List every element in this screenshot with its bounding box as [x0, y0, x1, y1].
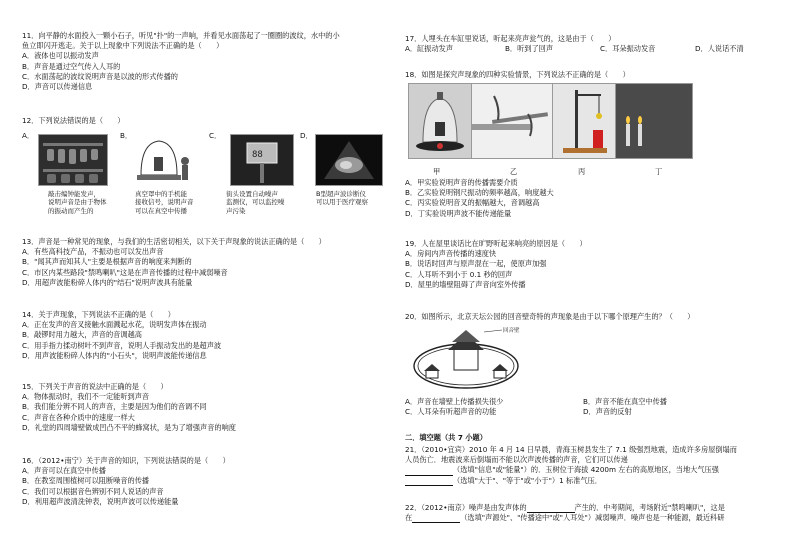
question-17: [405, 34, 744, 54]
q14-option-b: B．敲锣时用力越大，声音的音调越高: [22, 330, 142, 340]
question-15: [22, 382, 236, 433]
tuning-fork-ball-image: [553, 84, 615, 158]
q11-stem-line1: 11．向平静的水面投入一颗小石子，听见"扑"的一声响，并看见水面荡起了一圈圈的波纹，水中的小: [22, 31, 340, 40]
q22-line2-a: 在: [405, 513, 413, 523]
q21-blank-1[interactable]: [405, 468, 453, 476]
q15-option-b: B．我们能分辨不同人的声音，主要是因为他们的音调不同: [22, 402, 207, 412]
question-14: [22, 310, 221, 361]
q19-option-b: B．说话时回声与原声混在一起，使原声加强: [405, 259, 547, 269]
q12-option-a-label: A．: [22, 131, 35, 140]
q18-label-bing: 丙: [578, 167, 586, 176]
q16-option-d: D．利用超声波清洗钟表，说明声波可以传递能量: [22, 496, 179, 506]
q15-option-a: A．物体振动时，我们不一定能听到声音: [22, 392, 150, 402]
q20-echo-wall-figure: [408, 326, 530, 392]
q15-option-d: D．礼堂的四周墙壁做成凹凸不平的蜂窝状，是为了增强声音的响度: [22, 422, 236, 432]
q21-line4: （选填"大于"、"等于"或"小于"）1 标准气压．: [453, 475, 602, 485]
q20-option-d: D．声音的反射: [583, 407, 632, 417]
q17-option-c: C．耳朵振动发音: [600, 44, 656, 54]
q11-stem-line2: 鱼立即闪开逃走。关于以上现象中下列说法不正确的是（ ）: [22, 41, 224, 51]
q13-option-b: B．"闻其声而知其人"主要是根据声音的响度来判断的: [22, 257, 192, 267]
temple-of-heaven-echo-wall-image: [408, 326, 530, 392]
q18-label-yi: 乙: [510, 167, 518, 176]
q12-caption-a-line2: 说明声音是由于物体: [48, 198, 107, 207]
svg-text:88: 88: [252, 150, 263, 160]
vacuum-jar-experiment-image: [409, 84, 471, 158]
question-21: [405, 445, 737, 486]
q13-option-d: D．用超声波能粉碎人体内的"结石"说明声波具有能量: [22, 277, 193, 287]
question-20-stem: [405, 312, 694, 322]
q12-caption-c: [226, 190, 285, 215]
q12-bell-photo: [38, 134, 108, 186]
q14-option-d: D．用声波能粉碎人体内的"小石头"，说明声波能传递信息: [22, 350, 207, 360]
q14-option-a: A．正在发声的音叉接触水面溅起水花，说明发声体在振动: [22, 320, 207, 330]
question-18-stem: [405, 70, 630, 80]
q11-option-d: D．声音可以传递信息: [22, 82, 93, 92]
q12-caption-d: [316, 190, 368, 207]
question-13: [22, 237, 326, 288]
q12-caption-a-line1: 敲击编钟能发声，: [48, 190, 100, 198]
q12-caption-b-line2: 接收信号，说明声音: [135, 198, 194, 207]
q13-option-c: C．市区内某些路段"禁鸣喇叭"这是在声音传播的过程中减弱噪音: [22, 267, 228, 277]
q16-option-c: C．我们可以根据音色辨别不同人说话的声音: [22, 486, 164, 496]
q18-option-a: A．甲实验说明声音的传播需要介质: [405, 178, 518, 187]
q13-option-a: A．有些高科技产品，不振动也可以发出声音: [22, 247, 164, 257]
q20-option-a: A．声音在墙壁上传播损失很少: [405, 397, 504, 406]
q12-option-b-label: B．: [120, 131, 133, 140]
q22-line1-a: 22．（2012•南京）噪声是由发声体的: [405, 503, 527, 512]
chime-bells-image: [39, 135, 107, 185]
q18-photo-bing: [552, 83, 616, 159]
q20-option-c: C．人耳朵有听超声音的功能: [405, 407, 497, 417]
q21-line2: 人员伤亡．地震波来后倒塌而不能以次声波传播的声音，它们可以传递: [405, 455, 628, 465]
ultrasound-scan-image: [316, 135, 382, 185]
bell-jar-phone-image: [133, 135, 193, 185]
q18-option-d: D．丁实验说明声波不能传递能量: [405, 208, 512, 218]
q17-stem: 17．人埋头在车缸里说话，听起来亮声瓮气的，这是由于（ ）: [405, 34, 616, 43]
question-11: [22, 31, 340, 92]
q12-caption-b: [135, 190, 194, 215]
q12-caption-a-line3: 的振动而产生的: [48, 206, 94, 215]
q17-option-a: A．缸振动发声: [405, 44, 454, 54]
q17-option-d: D．人说话不清: [695, 44, 744, 54]
q18-label-jia: 甲: [433, 167, 441, 176]
q12-option-c-label: C．: [209, 131, 222, 140]
ruler-vibration-image: [472, 84, 552, 158]
question-20-options: [405, 397, 667, 417]
q22-blank-1[interactable]: [527, 505, 575, 513]
q12-ultrasound-photo: [315, 134, 383, 186]
question-18-options: [405, 178, 554, 219]
q18-option-c: C．丙实验说明音叉的振幅越大，音调越高: [405, 198, 540, 208]
q19-option-c: C．人耳听不到小于 0.1 秒的回声: [405, 269, 513, 279]
question-19: [405, 239, 587, 290]
q13-stem: 13．声音是一种常见的现象，与我们的生活密切相关，以下关于声现象的说法正确的是（ ）: [22, 237, 326, 246]
q22-line1-b: 产生的．中考期间，考场附近"禁鸣喇叭"，这是: [574, 503, 725, 512]
q18-stem: 18．如图是探究声现象的四种实验情景，下列说法不正确的是（ ）: [405, 70, 630, 79]
q12-caption-a: [48, 190, 107, 215]
q12-vacuum-bell-jar: [132, 134, 194, 186]
q14-stem: 14．关于声现象，下列说法不正确的是（ ）: [22, 310, 175, 319]
q16-stem: 16．（2012•南宁）关于声音的知识，下列说法错误的是（ ）: [22, 456, 230, 465]
q11-option-a: A．液体也可以振动发声: [22, 51, 99, 61]
q11-option-b: B．声音是通过空气传入人耳的: [22, 61, 121, 71]
q12-caption-d-line2: 可以用于医疗观察: [316, 198, 368, 207]
question-22: [405, 503, 725, 523]
candle-sound-energy-image: [616, 84, 692, 158]
q12-stem: 12．下列说法错误的是（ ）: [22, 116, 125, 125]
q12-caption-c-line2: 监测仪，可以监控噪: [226, 198, 285, 207]
noise-monitor-image: [231, 135, 293, 185]
q15-option-c: C．声音在各种介质中的速度一样大: [22, 412, 135, 422]
q11-option-c: C．水面荡起的波纹说明声音是以波的形式传播的: [22, 71, 178, 81]
q19-option-d: D．屋里的墙壁阻碍了声音向室外传播: [405, 279, 526, 289]
question-12-stem: [22, 116, 125, 126]
q21-line1: 21．（2010•宜宾）2010 年 4 月 14 日早晨，青海玉树县发生了 7.1 级强烈地震，造成许多房屋倒塌而: [405, 445, 737, 454]
q18-label-ding: 丁: [655, 167, 663, 176]
q19-option-a: A．房间内声音传播的速度快: [405, 249, 497, 259]
q17-option-b: B．听到了回声: [505, 44, 554, 54]
q20-figure-label: 回音壁: [503, 328, 520, 334]
q12-caption-d-line1: B型超声波诊断仪: [316, 190, 366, 198]
q21-line3: （选填"信息"或"能量"）的．玉树位于海拔 4200m 左右的高原地区，当地大气压强: [453, 465, 719, 475]
q21-blank-2[interactable]: [405, 478, 453, 486]
q22-line2-b: （选填"声源处"、"传播途中"或"人耳处"）减弱噪声．噪声也是一种能源，最近科研: [460, 513, 725, 523]
q20-option-b: B．声音不能在真空中传播: [583, 397, 667, 406]
q18-option-b: B．乙实验说明钢尺振动的频率越高，响度越大: [405, 188, 554, 198]
q18-photo-ding: [615, 83, 693, 159]
section-fill-in-title: 二．填空题（共 7 小题）: [405, 433, 487, 442]
q12-caption-c-line1: 街头设置自动噪声: [226, 190, 278, 198]
q12-noise-monitor-photo: [230, 134, 294, 186]
q18-photo-jia: [408, 83, 472, 159]
q12-caption-b-line3: 可以在真空中传播: [135, 206, 187, 215]
q12-option-d-label: D．: [300, 131, 313, 140]
q16-option-a: A．声音可以在真空中传播: [22, 466, 106, 476]
q16-option-b: B．在教室周围植树可以阻断噪音的传播: [22, 476, 150, 486]
q18-photo-yi: [471, 83, 553, 159]
q15-stem: 15．下列关于声音的说法中正确的是（ ）: [22, 382, 168, 391]
q14-option-c: C．用手指力揉动树叶不到声音，说明人手振动发出的是超声波: [22, 340, 222, 350]
q22-blank-2[interactable]: [412, 515, 460, 523]
q20-stem: 20．如图所示，北京天坛公园的回音壁奇特的声现象是由于以下哪个原理产生的？（ ）: [405, 312, 695, 321]
q19-stem: 19．人在屋里谈话比在旷野听起来响亮的原因是（ ）: [405, 239, 587, 248]
q12-caption-b-line1: 真空罩中的手机能: [135, 190, 187, 198]
q12-caption-c-line3: 声污染: [226, 206, 246, 215]
question-16: [22, 456, 230, 507]
